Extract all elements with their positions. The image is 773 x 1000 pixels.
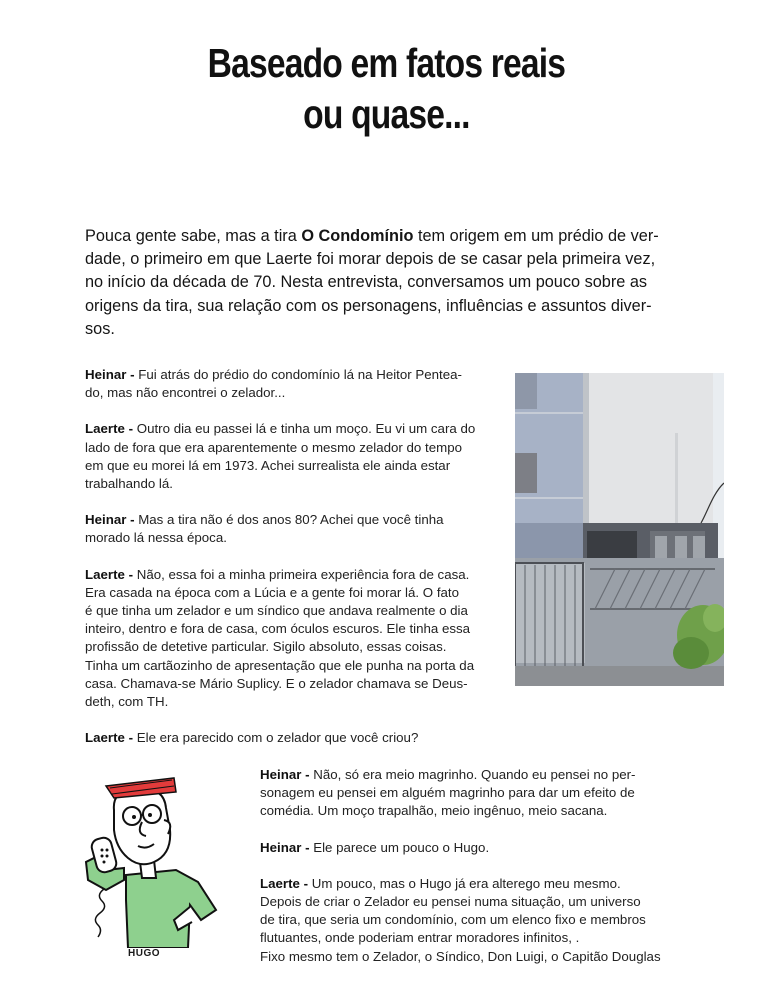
interview-block (85, 366, 505, 402)
speaker-name: Laerte - (85, 421, 134, 437)
interview-text: sonagem eu pensei em alguém magrinho para dar um efeito de (260, 785, 635, 801)
intro-paragraph (85, 225, 697, 341)
title-line-2: ou quase... (303, 91, 470, 137)
interview-column-right (260, 766, 700, 984)
interview-text: Depois de criar o Zelador eu pensei numa situação, um universo (260, 894, 641, 910)
title-line-1: Baseado em fatos reais (207, 40, 566, 86)
interview-text: Fixo mesmo tem o Zelador, o Síndico, Don Luigi, o Capitão Douglas (260, 948, 661, 964)
hugo-cartoon (66, 770, 226, 948)
interview-text: Tinha um cartãozinho de apresentação que ele punha na porta da (85, 657, 475, 673)
intro-text: origens da tira, sua relação com os personagens, influências e assuntos diver- (85, 296, 652, 315)
speaker-name: Laerte - (260, 875, 309, 891)
interview-text: morado lá nessa época. (85, 530, 227, 546)
intro-text: no início da década de 70. Nesta entrevista, conversamos um pouco sobre as (85, 273, 648, 292)
interview-column-left (85, 366, 505, 765)
interview-text: comédia. Um moço trapalhão, meio ingênuo, meio sacana. (260, 803, 608, 819)
interview-block (85, 511, 505, 547)
interview-text: trabalhando lá. (85, 476, 173, 492)
building-photo (515, 373, 724, 686)
interview-text: lado de fora que era aparentemente o mesmo zelador do tempo (85, 439, 462, 455)
speaker-name: Heinar - (260, 839, 310, 855)
interview-text: deth, com TH. (85, 694, 169, 710)
interview-text: Era casada na época com a Lúcia e a gente foi morar lá. O fato (85, 584, 460, 600)
intro-text: dade, o primeiro em que Laerte foi morar depois de se casar pela primeira vez, (85, 250, 656, 269)
interview-text: profissão de detetive particular. Sigilo absoluto, essas coisas. (85, 639, 447, 655)
interview-block (260, 875, 700, 966)
interview-text: é que tinha um zelador e um síndico que andava realmente o dia (85, 603, 468, 619)
speaker-name: Heinar - (85, 367, 135, 382)
interview-text: Não, só era meio magrinho. Quando eu pensei no per- (309, 767, 636, 782)
interview-text: casa. Chamava-se Mário Suplicy. E o zelador chamava se Deus- (85, 675, 468, 691)
speaker-name: Heinar - (85, 512, 135, 528)
intro-text: Pouca gente sabe, mas a tira (85, 227, 302, 245)
page-title (69, 38, 703, 140)
interview-text: Mas a tira não é dos anos 80? Achei que você tinha (134, 512, 444, 528)
interview-block (85, 566, 505, 712)
interview-block (85, 420, 505, 493)
interview-block (260, 839, 700, 857)
interview-text: Ele parece um pouco o Hugo. (309, 839, 490, 855)
interview-text: Outro dia eu passei lá e tinha um moço. Eu vi um cara do (133, 421, 476, 437)
interview-block (260, 766, 700, 821)
interview-text: Ele era parecido com o zelador que você criou? (133, 730, 419, 746)
interview-text: Fui atrás do prédio do condomínio lá na Heitor Pentea- (134, 367, 462, 382)
speaker-name: Laerte - (85, 730, 134, 746)
strip-title: O Condomínio (301, 227, 414, 245)
interview-text: de tira, que seria um condomínio, com um elenco fixo e membros (260, 912, 646, 928)
interview-text: flutuantes, onde poderiam entrar moradores infinitos, . (260, 930, 580, 946)
cartoon-caption: HUGO (128, 948, 160, 959)
speaker-name: Laerte - (85, 566, 134, 582)
speaker-name: Heinar - (260, 767, 310, 782)
interview-text: em que eu morei lá em 1973. Achei surrealista ele ainda estar (85, 457, 451, 473)
interview-text: Não, essa foi a minha primeira experiência fora de casa. (133, 566, 470, 582)
interview-text: do, mas não encontrei o zelador... (85, 385, 286, 401)
intro-text: tem origem em um prédio de ver- (413, 227, 659, 245)
interview-text: Um pouco, mas o Hugo já era alterego meu mesmo. (308, 875, 621, 891)
intro-text: sos. (85, 319, 115, 338)
interview-text: inteiro, dentro e fora de casa, com óculos escuros. Ele tinha essa (85, 621, 471, 637)
interview-block (85, 729, 505, 747)
